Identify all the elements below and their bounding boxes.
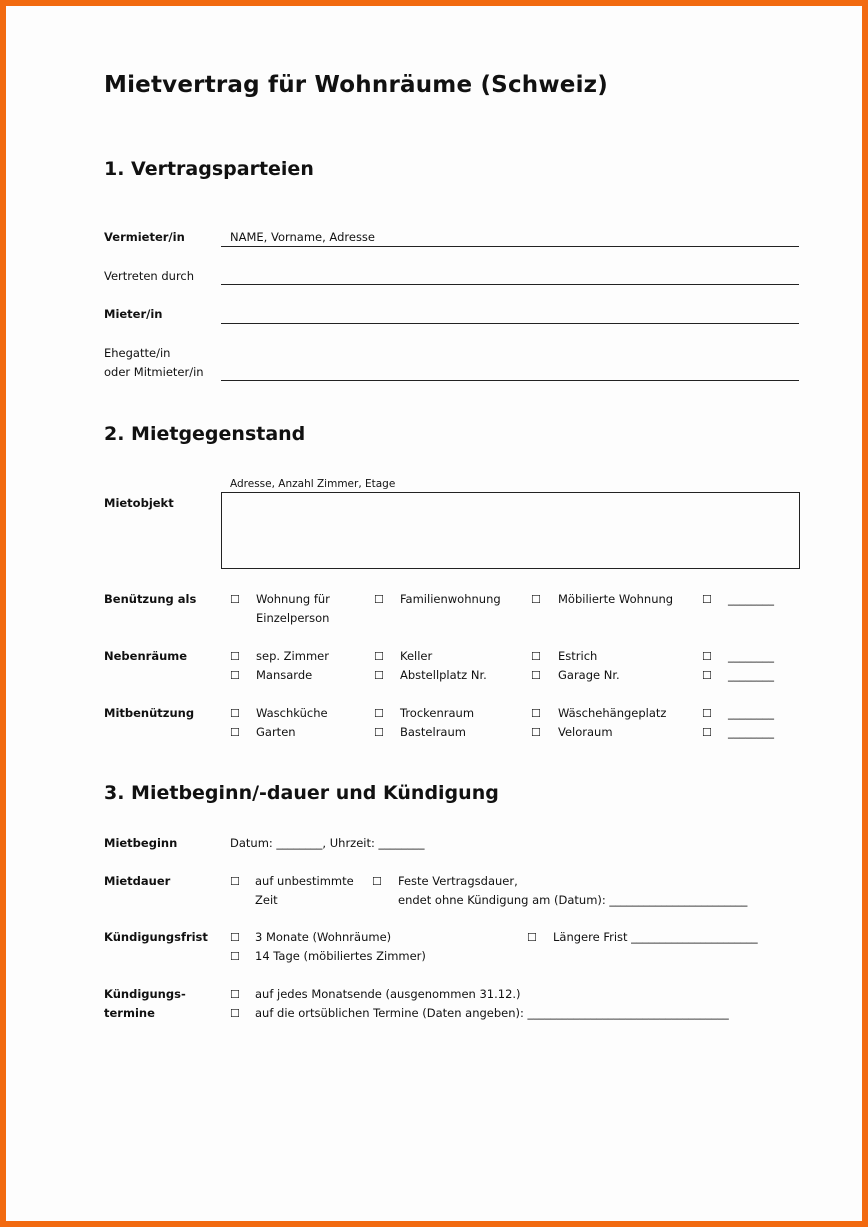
vermieter-hint: NAME, Vorname, Adresse — [230, 230, 376, 244]
option-label: 14 Tage (möbiliertes Zimmer) — [255, 949, 426, 963]
checkbox-icon[interactable]: ☐ — [230, 726, 240, 739]
option-label: Waschküche — [256, 706, 328, 720]
document-title: Mietvertrag für Wohnräume (Schweiz) — [104, 72, 608, 98]
checkbox-icon[interactable]: ☐ — [702, 593, 712, 606]
mieter-field[interactable] — [221, 323, 799, 324]
checkbox-icon[interactable]: ☐ — [702, 650, 712, 663]
option-label[interactable]: endet ohne Kündigung am (Datum): ________________________ — [398, 893, 748, 907]
nebenraeume-label: Nebenräume — [104, 649, 188, 663]
option-label: Garten — [256, 725, 296, 739]
blank-field[interactable]: ________ — [728, 668, 774, 682]
checkbox-icon[interactable]: ☐ — [374, 726, 384, 739]
section-heading-vertragsparteien: 1. Vertragsparteien — [104, 158, 314, 180]
option-label: Veloraum — [558, 725, 613, 739]
kuendigungsfrist-label: Kündigungsfrist — [104, 930, 208, 944]
checkbox-icon[interactable]: ☐ — [531, 726, 541, 739]
vertreten-field[interactable] — [221, 284, 799, 285]
section-heading-mietgegenstand: 2. Mietgegenstand — [104, 423, 306, 445]
mieter-label: Mieter/in — [104, 307, 163, 321]
option-label: 3 Monate (Wohnräume) — [255, 930, 392, 944]
checkbox-icon[interactable]: ☐ — [230, 931, 240, 944]
mietbeginn-label: Mietbeginn — [104, 836, 178, 850]
vermieter-label: Vermieter/in — [104, 230, 185, 244]
checkbox-icon[interactable]: ☐ — [374, 593, 384, 606]
option-label: Keller — [400, 649, 433, 663]
option-label: Einzelperson — [256, 611, 330, 625]
option-label[interactable]: Längere Frist ______________________ — [553, 930, 758, 944]
kuendigungstermine-label-line1: Kündigungs- — [104, 987, 186, 1001]
kuendigungstermine-label-line2: termine — [104, 1006, 155, 1020]
option-label: Wohnung für — [256, 592, 330, 606]
checkbox-icon[interactable]: ☐ — [531, 669, 541, 682]
option-label: auf unbestimmte — [255, 874, 354, 888]
checkbox-icon[interactable]: ☐ — [230, 669, 240, 682]
option-label: Estrich — [558, 649, 598, 663]
option-label: Familienwohnung — [400, 592, 501, 606]
mietobjekt-hint: Adresse, Anzahl Zimmer, Etage — [230, 478, 396, 490]
checkbox-icon[interactable]: ☐ — [230, 593, 240, 606]
checkbox-icon[interactable]: ☐ — [230, 1007, 240, 1020]
checkbox-icon[interactable]: ☐ — [702, 707, 712, 720]
option-label: Wäschehängeplatz — [558, 706, 667, 720]
checkbox-icon[interactable]: ☐ — [527, 931, 537, 944]
option-label: Bastelraum — [400, 725, 466, 739]
checkbox-icon[interactable]: ☐ — [374, 707, 384, 720]
checkbox-icon[interactable]: ☐ — [374, 650, 384, 663]
checkbox-icon[interactable]: ☐ — [702, 726, 712, 739]
checkbox-icon[interactable]: ☐ — [374, 669, 384, 682]
benuetzung-label: Benützung als — [104, 592, 197, 606]
ehegatte-field[interactable] — [221, 380, 799, 381]
option-label: Garage Nr. — [558, 668, 620, 682]
checkbox-icon[interactable]: ☐ — [230, 988, 240, 1001]
section-heading-mietbeginn: 3. Mietbeginn/-dauer und Kündigung — [104, 782, 499, 804]
blank-field[interactable]: ________ — [728, 592, 774, 606]
vermieter-field[interactable] — [221, 246, 799, 247]
mietdauer-label: Mietdauer — [104, 874, 171, 888]
checkbox-icon[interactable]: ☐ — [230, 650, 240, 663]
option-label: auf jedes Monatsende (ausgenommen 31.12.) — [255, 987, 521, 1001]
checkbox-icon[interactable]: ☐ — [531, 707, 541, 720]
blank-field[interactable]: ________ — [728, 706, 774, 720]
mietobjekt-textarea[interactable] — [221, 492, 800, 569]
mitbenuetzung-label: Mitbenützung — [104, 706, 195, 720]
checkbox-icon[interactable]: ☐ — [531, 650, 541, 663]
checkbox-icon[interactable]: ☐ — [230, 707, 240, 720]
option-label: Abstellplatz Nr. — [400, 668, 487, 682]
ehegatte-label-line2: oder Mitmieter/in — [104, 365, 204, 379]
option-label: Möbilierte Wohnung — [558, 592, 674, 606]
option-label: sep. Zimmer — [256, 649, 329, 663]
mietobjekt-label: Mietobjekt — [104, 496, 174, 510]
option-label: Feste Vertragsdauer, — [398, 874, 518, 888]
checkbox-icon[interactable]: ☐ — [230, 950, 240, 963]
checkbox-icon[interactable]: ☐ — [531, 593, 541, 606]
ehegatte-label-line1: Ehegatte/in — [104, 346, 171, 360]
checkbox-icon[interactable]: ☐ — [702, 669, 712, 682]
checkbox-icon[interactable]: ☐ — [230, 875, 240, 888]
option-label: Trockenraum — [400, 706, 475, 720]
option-label[interactable]: auf die ortsüblichen Termine (Daten angeben): ___________________________________ — [255, 1006, 729, 1020]
option-label: Mansarde — [256, 668, 313, 682]
option-label: Zeit — [255, 893, 278, 907]
vertreten-label: Vertreten durch — [104, 269, 195, 283]
blank-field[interactable]: ________ — [728, 649, 774, 663]
mietbeginn-value[interactable]: Datum: ________, Uhrzeit: ________ — [230, 836, 425, 850]
blank-field[interactable]: ________ — [728, 725, 774, 739]
checkbox-icon[interactable]: ☐ — [372, 875, 382, 888]
